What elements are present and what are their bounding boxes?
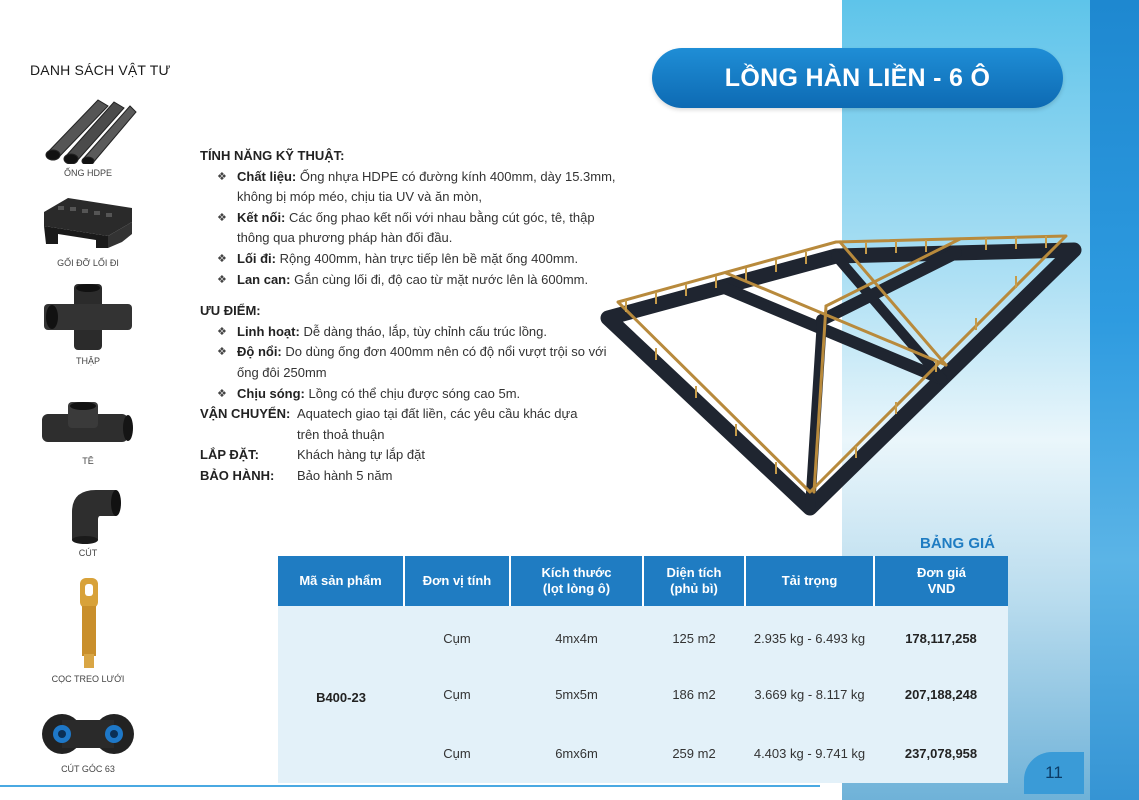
cell-unit: Cụm <box>404 665 510 724</box>
tech-item <box>200 270 620 291</box>
tech-item <box>200 208 620 249</box>
material-label: THẬP <box>75 356 100 366</box>
header-price <box>874 556 1008 606</box>
advantage-item <box>200 384 620 405</box>
advantage-value: Do dùng ống đơn 400mm nên có độ nổi vượt trội so với ống đôi 250mm <box>237 344 607 380</box>
price-table-label: BẢNG GIÁ <box>920 535 995 552</box>
material-label: CỌC TREO LƯỚI <box>51 674 125 684</box>
corner-elbow-icon <box>38 708 138 760</box>
advantage-key: Độ nổi: <box>237 344 282 360</box>
tech-key: Lối đi: <box>237 250 276 266</box>
advantages-heading: ƯU ĐIỂM: <box>200 303 261 319</box>
tech-value: Các ống phao kết nối với nhau bằng cút góc, tê, thập thông qua phương pháp hàn đối đầu. <box>237 209 595 246</box>
header-price-line2: VND <box>927 581 956 596</box>
tee-fitting-icon <box>38 402 138 452</box>
cross-fitting-icon <box>38 282 138 352</box>
tech-key: Chất liệu: <box>237 168 297 184</box>
warranty-row <box>200 466 620 487</box>
advantage-key: Linh hoạt: <box>237 323 300 339</box>
header-load: Tải trọng <box>745 556 874 606</box>
advantage-value: Lồng có thể chịu được sóng cao 5m. <box>308 385 521 401</box>
header-code: Mã sản phẩm <box>278 556 404 606</box>
cell-area: 259 m2 <box>643 724 745 783</box>
table-header-row <box>278 556 1008 606</box>
advantage-value: Dễ dàng tháo, lắp, tùy chỉnh cấu trúc lồng. <box>303 323 547 339</box>
material-net-post <box>8 576 168 684</box>
cell-area: 125 m2 <box>643 606 745 665</box>
header-area-line2: (phủ bì) <box>670 581 718 596</box>
install-row <box>200 445 620 466</box>
tech-value: Rộng 400mm, hàn trực tiếp lên bề mặt ống 400mm. <box>279 250 579 266</box>
walkway-bracket-icon <box>38 192 138 254</box>
warranty-key: BẢO HÀNH: <box>200 467 275 483</box>
install-key: LẮP ĐẶT: <box>200 447 259 463</box>
advantage-item <box>200 342 620 383</box>
material-label: ỐNG HDPE <box>63 168 112 178</box>
cell-load: 3.669 kg - 8.117 kg <box>745 665 874 724</box>
advantage-key: Chịu sóng: <box>237 385 305 401</box>
sidebar-title: DANH SÁCH VẬT TƯ <box>30 62 171 78</box>
page-number: 11 <box>1024 752 1084 794</box>
tech-key: Kết nối: <box>237 209 286 225</box>
material-cross-fitting <box>8 282 168 366</box>
material-hdpe-pipe <box>8 92 168 178</box>
material-label: GỐI ĐỠ LỐI ĐI <box>57 258 119 268</box>
price-table <box>278 556 1008 783</box>
tech-value: Gắn cùng lối đi, độ cao từ mặt nước lên là 600mm. <box>294 271 589 287</box>
spec-section <box>200 146 620 487</box>
header-unit: Đơn vị tính <box>404 556 510 606</box>
install-value: Khách hàng tự lắp đặt <box>297 447 425 463</box>
cage-image <box>596 170 1086 520</box>
material-label: CÚT <box>78 548 98 558</box>
tech-key: Lan can: <box>237 271 291 287</box>
table-row <box>278 606 1008 665</box>
product-code: B400-23 <box>278 606 404 783</box>
header-size <box>510 556 643 606</box>
material-label: TÊ <box>82 456 94 466</box>
material-corner-elbow <box>8 708 168 774</box>
cell-price: 178,117,258 <box>874 606 1008 665</box>
elbow-fitting-icon <box>38 482 138 544</box>
header-size-line2: (lọt lòng ô) <box>542 581 611 596</box>
cell-unit: Cụm <box>404 606 510 665</box>
net-post-icon <box>38 576 138 670</box>
material-walkway-bracket <box>8 192 168 268</box>
material-elbow-fitting <box>8 482 168 558</box>
header-area-line1: Diện tích <box>666 565 722 580</box>
warranty-value: Bảo hành 5 năm <box>297 467 393 483</box>
material-label: CÚT GÓC 63 <box>61 764 115 774</box>
tech-heading: TÍNH NĂNG KỸ THUẬT: <box>200 148 345 163</box>
header-price-line1: Đơn giá <box>917 565 966 580</box>
advantage-item <box>200 322 620 343</box>
tech-value: Ống nhựa HDPE có đường kính 400mm, dày 15.3mm, không bị móp méo, chịu tia UV và ăn mòn, <box>237 168 616 205</box>
cell-price: 237,078,958 <box>874 724 1008 783</box>
cell-size: 6mx6m <box>510 724 643 783</box>
header-area <box>643 556 745 606</box>
material-tee-fitting <box>8 402 168 466</box>
cell-size: 5mx5m <box>510 665 643 724</box>
cell-load: 2.935 kg - 6.493 kg <box>745 606 874 665</box>
header-size-line1: Kích thước <box>541 565 612 580</box>
cell-size: 4mx4m <box>510 606 643 665</box>
water-strip <box>1090 0 1139 800</box>
cell-area: 186 m2 <box>643 665 745 724</box>
cell-price: 207,188,248 <box>874 665 1008 724</box>
shipping-key: VẬN CHUYỂN: <box>200 406 291 422</box>
tech-item <box>200 249 620 270</box>
hdpe-pipes-icon <box>38 92 138 164</box>
shipping-value: Aquatech giao tại đất liền, các yêu cầu khác dựa trên thoả thuận <box>297 406 578 442</box>
page-title: LỒNG HÀN LIỀN - 6 Ô <box>652 48 1063 108</box>
cell-load: 4.403 kg - 9.741 kg <box>745 724 874 783</box>
bottom-divider <box>0 785 820 787</box>
tech-item <box>200 167 620 208</box>
cell-unit: Cụm <box>404 724 510 783</box>
shipping-row <box>200 404 620 445</box>
